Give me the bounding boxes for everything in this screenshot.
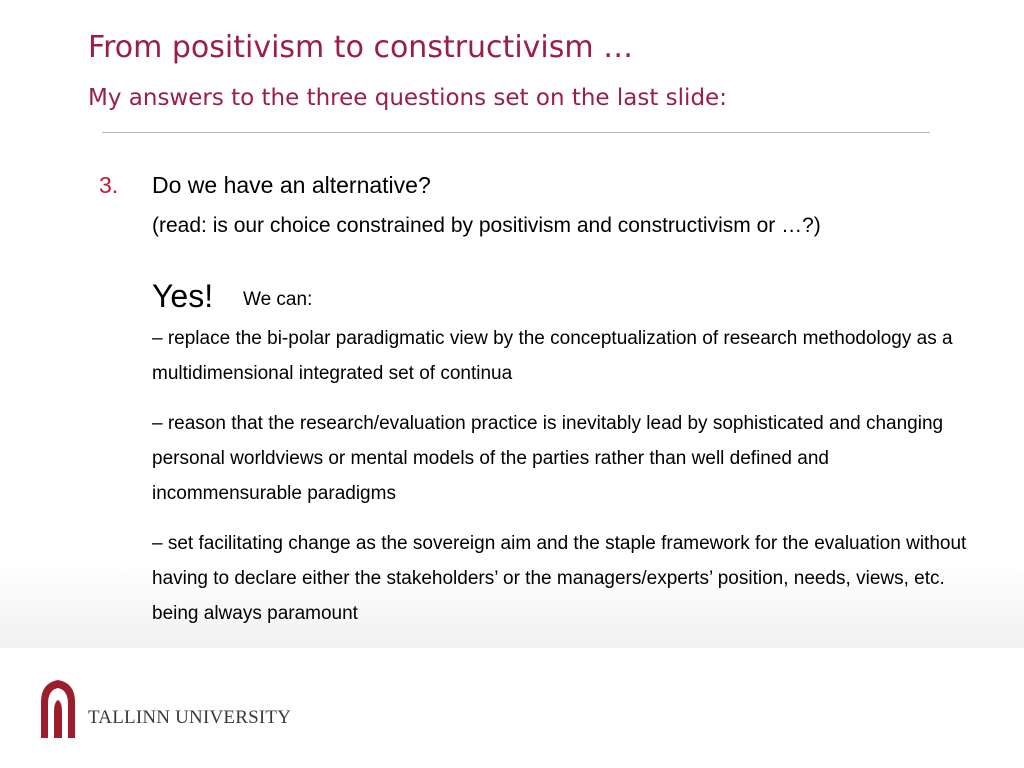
answer-point-2: – reason that the research/evaluation practice is inevitably lead by sophisticated and changing personal worldviews or mental models of the parties rather than well defined and incommensurable paradigms [152, 413, 944, 504]
slide-title: From positivism to constructivism … [88, 30, 634, 65]
answer-point-1: – replace the bi-polar paradigmatic view by the conceptualization of research methodology as a multidimensional integrated set of continua [152, 328, 953, 384]
list-number: 3. [99, 172, 119, 198]
yes-label: Yes! [152, 278, 214, 314]
tallinn-university-logo-icon [38, 678, 78, 745]
we-can-label: We can: [243, 289, 313, 310]
answer-point-3: – set facilitating change as the sovereign aim and the staple framework for the evaluation without having to declare either the stakeholders’ or the managers/experts’ position, needs, views, etc. being always paramount [152, 533, 967, 624]
title-divider [102, 132, 930, 133]
question-text: Do we have an alternative? [152, 172, 431, 198]
slide-subtitle: My answers to the three questions set on the last slide: [88, 85, 727, 111]
question-note: (read: is our choice constrained by positivism and constructivism or …?) [152, 214, 821, 237]
university-name: TALLINN UNIVERSITY [88, 707, 292, 728]
